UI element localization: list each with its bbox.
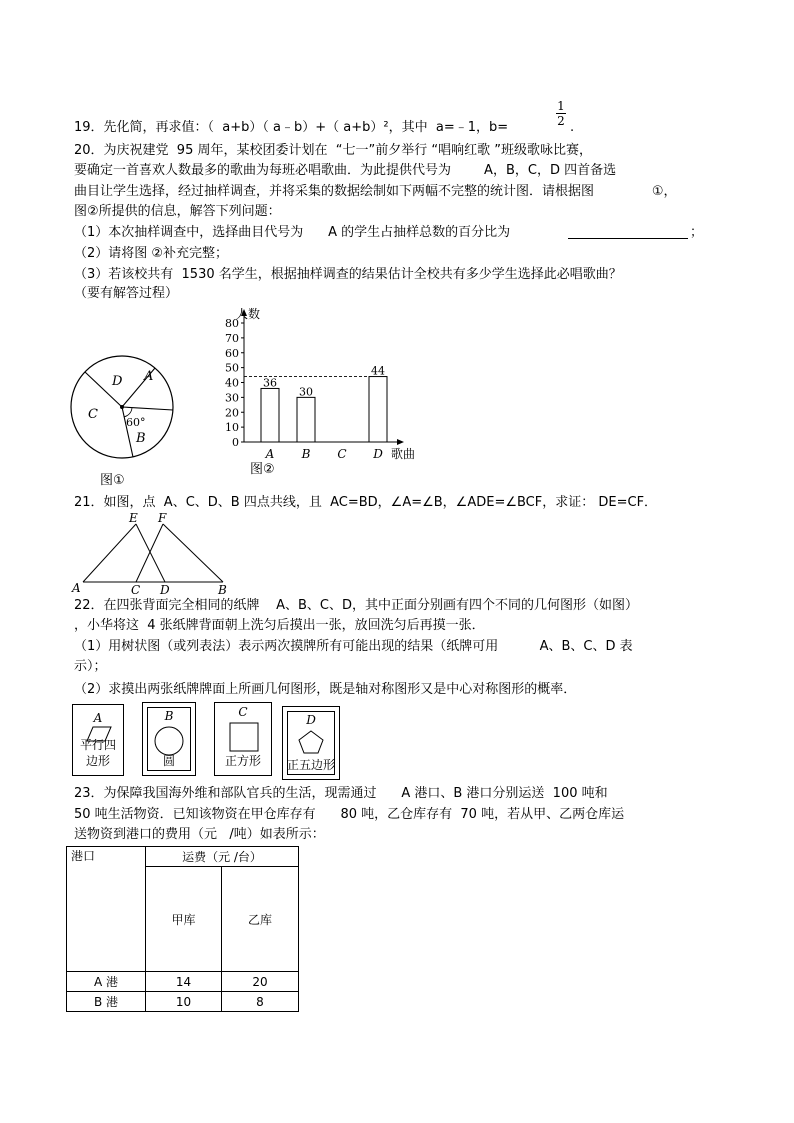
card-letter: C <box>238 705 248 719</box>
q19-end: . <box>570 120 575 135</box>
card-caption: 圆 <box>162 754 175 768</box>
pie-label-c: C <box>88 407 98 422</box>
table-cell: 14 <box>146 972 222 992</box>
table-cell: 8 <box>222 992 299 1012</box>
table-column-header: 甲库 <box>146 867 222 972</box>
table-row <box>67 992 299 1012</box>
pie-center <box>120 405 124 409</box>
card-letter: A <box>93 711 103 725</box>
fee-table <box>66 846 299 1012</box>
bar-chart <box>208 303 428 473</box>
y-tick-label: 20 <box>225 406 239 420</box>
table-cell: 20 <box>222 972 299 992</box>
table-corner-cell: 港口 <box>67 847 146 972</box>
x-tick-label: A <box>265 447 275 461</box>
card-a <box>72 704 124 776</box>
q23-line: 23．为保障我国海外维和部队官兵的生活，现需通过 A 港口、B 港口分别运送 100 吨和 <box>74 786 608 801</box>
q20-line: 曲目让学生选择，经过抽样调查，并将采集的数据绘制如下两幅不完整的统计图．请根据图 ①， <box>74 184 677 199</box>
x-axis-label: 歌曲 <box>391 447 416 461</box>
bar-data-label: 44 <box>371 364 385 378</box>
fraction-numerator: 1 <box>557 99 565 113</box>
y-tick-label: 40 <box>225 376 239 390</box>
q20-line: （2）请将图 ②补充完整； <box>74 246 229 261</box>
q20-line: 20．为庆祝建党 95 周年，某校团委计划在 “七一”前夕举行 “唱响红歌 ”班级歌咏比赛， <box>74 143 592 158</box>
card-b <box>142 702 196 776</box>
y-axis-label: 人数 <box>236 307 261 321</box>
figure2-caption: 图② <box>250 462 275 477</box>
label-c: C <box>131 583 141 596</box>
q22-line: ，小华将这 4 张纸牌背面朝上洗匀后摸出一张，放回洗匀后再摸一张． <box>74 618 485 633</box>
pie-label-b: B <box>136 431 146 446</box>
label-e: E <box>129 511 138 525</box>
label-f: F <box>158 511 167 525</box>
bar <box>297 397 315 442</box>
answer-blank-line <box>568 238 688 239</box>
card-letter: B <box>164 709 174 723</box>
card-caption: 平行四 边形 <box>79 738 116 768</box>
q20-line: （3）若该校共有 1530 名学生，根据抽样调查的结果估计全校共有多少学生选择此必唱歌曲？ <box>74 267 622 282</box>
q20-line: 要确定一首喜欢人数最多的歌曲为每班必唱歌曲．为此提供代号为 A，B，C，D 四首备选 <box>74 163 617 178</box>
figure1-caption: 图① <box>100 473 125 488</box>
q21-figure <box>68 510 238 596</box>
table-cell: 10 <box>146 992 222 1012</box>
x-tick-label: C <box>337 447 347 461</box>
table-row-header: B 港 <box>67 992 146 1012</box>
table-header-row <box>67 847 299 867</box>
table-column-header: 乙库 <box>222 867 299 972</box>
y-tick-label: 0 <box>232 436 239 449</box>
table-row <box>67 972 299 992</box>
y-tick-label: 70 <box>225 331 239 345</box>
card-caption: 正五边形 <box>286 758 335 772</box>
q22-line: 22．在四张背面完全相同的纸牌 A、B、C、D，其中正面分别画有四个不同的几何图形（如图） <box>74 598 638 613</box>
y-tick-label: 50 <box>225 361 239 375</box>
label-b: B <box>218 583 227 596</box>
q20-line: （要有解答过程） <box>74 286 179 301</box>
x-tick-label: D <box>373 447 383 461</box>
label-d: D <box>160 583 170 596</box>
card-c <box>214 702 272 776</box>
pie-label-d: D <box>112 374 123 389</box>
q20-blank-end: ； <box>690 225 704 240</box>
pie-figure <box>62 350 192 490</box>
label-a: A <box>72 581 81 595</box>
q23-line: 50 吨生活物资．已知该物资在甲仓库存有 80 吨，乙仓库存有 70 吨，若从甲、乙两仓库运 <box>74 807 625 822</box>
card-caption: 正方形 <box>224 754 261 768</box>
bar-data-label: 36 <box>263 376 277 390</box>
y-tick-label: 60 <box>225 346 239 360</box>
pie-label-a: A <box>144 369 154 384</box>
q20-line: （1）本次抽样调查中，选择曲目代号为 A 的学生占抽样总数的百分比为 <box>74 225 511 240</box>
fraction-denominator: 2 <box>557 114 565 128</box>
q22-line: （1）用树状图（或列表法）表示两次摸牌所有可能出现的结果（纸牌可用 A、B、C、D 表 <box>74 639 633 654</box>
square-icon <box>228 721 260 753</box>
q19-text: 19．先化简，再求值：（ a+b）（ a﹣b）+（ a+b）²，其中 a=﹣1，b= <box>74 120 509 135</box>
q23-line: 送物资到港口的费用（元 /吨）如表所示： <box>74 827 325 842</box>
pentagon-icon <box>297 729 325 755</box>
card-d <box>282 706 340 780</box>
pie-divider <box>122 407 173 410</box>
x-tick-label: B <box>301 447 311 461</box>
table-group-header: 运费（元 /台） <box>146 847 299 867</box>
q19-fraction <box>556 100 566 127</box>
segment-ae <box>83 524 136 582</box>
x-axis-arrow <box>397 439 404 445</box>
pie-divider <box>122 407 133 457</box>
y-tick-label: 80 <box>225 317 239 330</box>
q22-line: （2）求摸出两张纸牌牌面上所画几何图形，既是轴对称图形又是中心对称图形的概率． <box>74 682 577 697</box>
q21-text: 21．如图，点 A、C、D、B 四点共线，且 AC=BD，∠A=∠B，∠ADE=∠BCF，求证： DE=CF． <box>74 495 658 510</box>
bar-data-label: 30 <box>299 385 313 399</box>
chart-bars <box>261 377 387 442</box>
segment-fb <box>163 524 223 582</box>
bar <box>369 377 387 442</box>
pie-angle-label: 60° <box>126 416 146 429</box>
card-letter: D <box>306 713 316 727</box>
bar <box>261 388 279 442</box>
table-row-header: A 港 <box>67 972 146 992</box>
y-tick-label: 10 <box>225 421 239 435</box>
q20-line: 图②所提供的信息，解答下列问题： <box>74 204 281 219</box>
q22-line: 示）； <box>74 659 107 674</box>
y-tick-label: 30 <box>225 391 239 405</box>
